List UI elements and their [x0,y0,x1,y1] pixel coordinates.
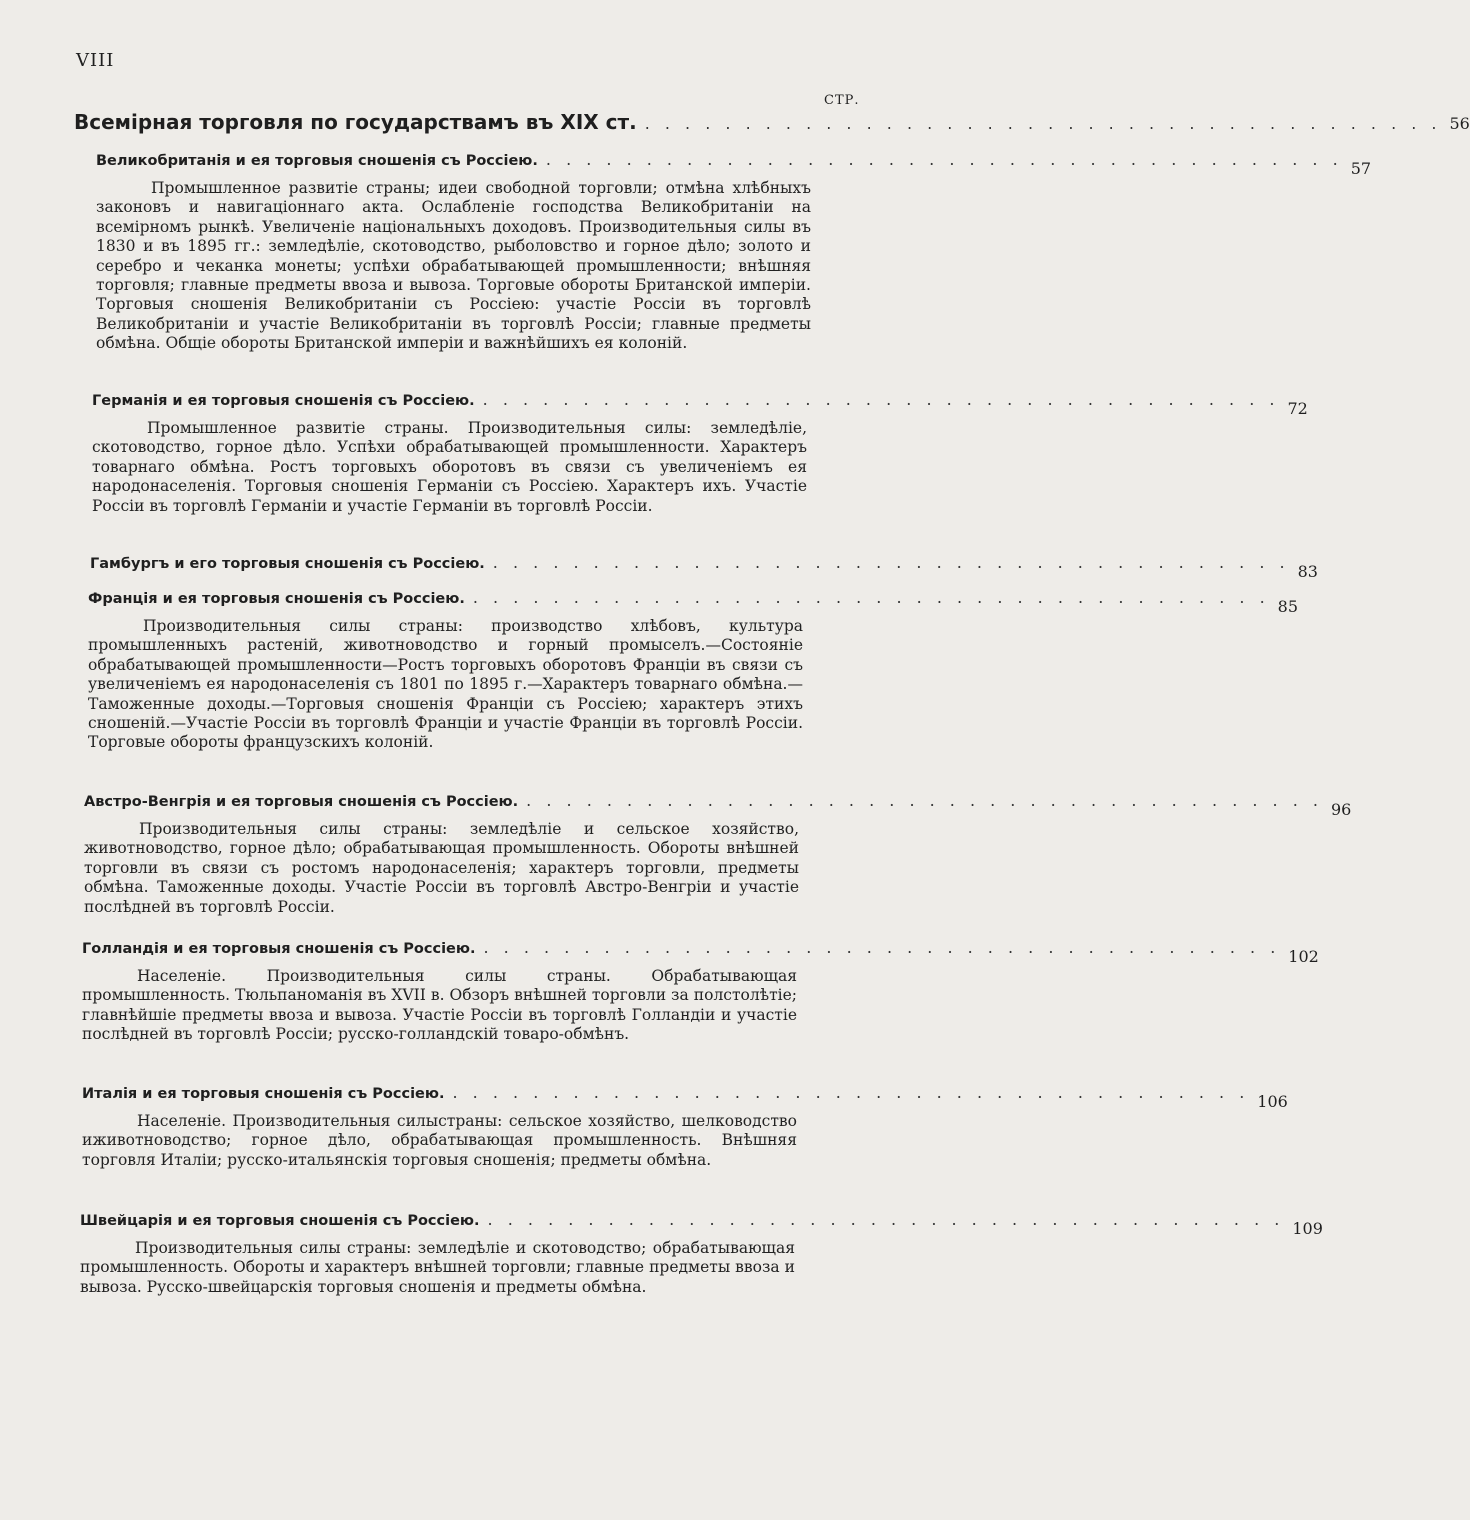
entry-title: Гамбургъ и его торговыя сношенія съ Россіею. [90,556,485,572]
leader-dots: . . . . . . . . . . . . . . . . . . . . . . . . . . . . . . . . . . . . . . . . [452,1083,1250,1102]
leader-dots: . . . . . . . . . . . . . . . . . . . . . . . . . . . . . . . . . . . . . . . . [487,1210,1285,1229]
toc-entry-germany [92,390,1308,516]
toc-entry-france [88,588,1299,753]
page-column-label: СТР. [824,93,860,108]
entry-description: Промышленное развитіе страны. Производительныя силы: земледѣліе, скотоводство, горное дѣло. Успѣхи обрабатывающей промышленности. Характеръ товарнаго обмѣна. Ростъ торговыхъ оборотовъ въ связи съ увеличеніемъ ея народонаселенія. Торговыя сношенія Германіи съ Россіею. Характеръ ихъ. Участіе Россіи въ торговлѣ Германіи и участіе Германіи въ торговлѣ Россіи. [92,419,807,515]
entry-title: Швейцарія и ея торговыя сношенія съ Россіею. [80,1213,480,1229]
entry-page: 72 [1287,399,1308,418]
toc-entry-italy [82,1083,1288,1170]
entry-description: Производительныя силы страны: земледѣліе и сельское хозяйство, животноводство, горное дѣло; обрабатывающая промышленность. Обороты внѣшней торговли въ связи съ ростомъ народонаселенія; характеръ торговли, предметы обмѣна. Таможенные доходы. Участіе Россіи въ торговлѣ Австро-Венгріи и участіе послѣдней въ торговлѣ Россіи. [84,820,799,916]
toc-entry-hamburg [90,553,1318,581]
leader-dots: . . . . . . . . . . . . . . . . . . . . . . . . . . . . . . . . . . . . . . . . [545,150,1343,169]
leader-dots: . . . . . . . . . . . . . . . . . . . . . . . . . . . . . . . . . . . . . . . . [482,390,1280,409]
entry-page: 102 [1288,947,1319,966]
entry-page: 85 [1277,597,1299,616]
leader-dots: . . . . . . . . . . . . . . . . . . . . . . . . . . . . . . . . . . . . . . . . [644,114,1442,133]
entry-description: Производительныя силы страны: земледѣліе и скотоводство; обрабатывающая промышленность. Обороты и характеръ внѣшней торговли; главные предметы ввоза и вывоза. Русско-швейцарскія торговыя сношенія и предметы обмѣна. [80,1239,795,1296]
leader-dots: . . . . . . . . . . . . . . . . . . . . . . . . . . . . . . . . . . . . . . . . [492,553,1290,572]
main-entry-title: Всемірная торговля по государствамъ въ XIX ст. [74,110,637,134]
toc-entry-britain [96,150,1372,354]
entry-page: 83 [1297,562,1318,581]
leader-dots: . . . . . . . . . . . . . . . . . . . . . . . . . . . . . . . . . . . . . . . . [526,791,1323,810]
entry-page: 106 [1257,1092,1288,1111]
entry-title: Германія и ея торговыя сношенія съ Россіею. [92,393,475,409]
leader-dots: . . . . . . . . . . . . . . . . . . . . . . . . . . . . . . . . . . . . . . . . [472,588,1270,607]
entry-page: 96 [1330,800,1352,819]
entry-description: Населеніе. Производительныя силыстраны: сельское хозяйство, шелководство иживотноводство; горное дѣло, обрабатывающая промышленность. Внѣшняя торговля Италіи; русско-итальянскія торговыя сношенія; предметы обмѣна. [82,1112,797,1169]
entry-description: Производительныя силы страны: производство хлѣбовъ, культура промышленныхъ растеній, животноводство и горный промыселъ.—Состояніе обрабатывающей промышленности—Ростъ торговыхъ оборотовъ Франціи въ связи съ увеличеніемъ ея народонаселенія съ 1801 по 1895 г.—Характеръ товарнаго обмѣна.—Таможенные доходы.—Торговыя сношенія Франціи съ Россіею; характеръ этихъ сношеній.—Участіе Россіи въ торговлѣ Франціи и участіе Франціи въ торговлѣ Россіи. Торговые обороты французскихъ колоній. [88,617,803,752]
entry-title: Италія и ея торговыя сношенія съ Россіею. [82,1086,445,1102]
entry-page: 109 [1292,1219,1323,1238]
toc-entry-netherlands [82,938,1319,1045]
entry-title: Франція и ея торговыя сношенія съ Россіею. [88,591,465,607]
entry-title: Великобританія и ея торговыя сношенія съ Россіею. [96,153,538,169]
entry-title: Голландія и ея торговыя сношенія съ Россіею. [82,941,476,957]
leader-dots: . . . . . . . . . . . . . . . . . . . . . . . . . . . . . . . . . . . . . . . . [483,938,1281,957]
entry-description: Промышленное развитіе страны; идеи свободной торговли; отмѣна хлѣбныхъ законовъ и навигаціоннаго акта. Ослабленіе господства Великобританіи на всемірномъ рынкѣ. Увеличеніе національныхъ доходовъ. Производительныя силы въ 1830 и въ 1895 гг.: земледѣліе, скотоводство, рыболовство и горное дѣло; золото и серебро и чеканка монеты; успѣхи обрабатывающей промышленности; внѣшняя торговля; главные предметы ввоза и вывоза. Торговые обороты Британской имперіи. Торговыя сношенія Великобританіи съ Россіею: участіе Россіи въ торговлѣ Великобританіи и участіе Великобританіи въ торговлѣ Россіи; главные предметы обмѣна. Общіе обороты Британской имперіи и важнѣйшихъ ея колоній. [96,179,811,353]
toc-entry-switzerland [80,1210,1323,1297]
page-number: VIII [76,50,115,71]
main-entry-page: 56 [1449,114,1470,133]
entry-title: Австро-Венгрія и ея торговыя сношенія съ Россіею. [84,794,519,810]
toc-entry-austria-hungary [84,791,1352,917]
entry-description: Населеніе. Производительныя силы страны. Обрабатывающая промышленность. Тюльпаноманія въ XVII в. Обзоръ внѣшней торговли за полстолѣтіе; главнѣйшіе предметы ввоза и вывоза. Участіе Россіи въ торговлѣ Голландіи и участіе послѣдней въ торговлѣ Россіи; русско-голландскій товаро-обмѣнъ. [82,967,797,1044]
entry-page: 57 [1350,159,1372,178]
main-entry [74,110,1470,134]
